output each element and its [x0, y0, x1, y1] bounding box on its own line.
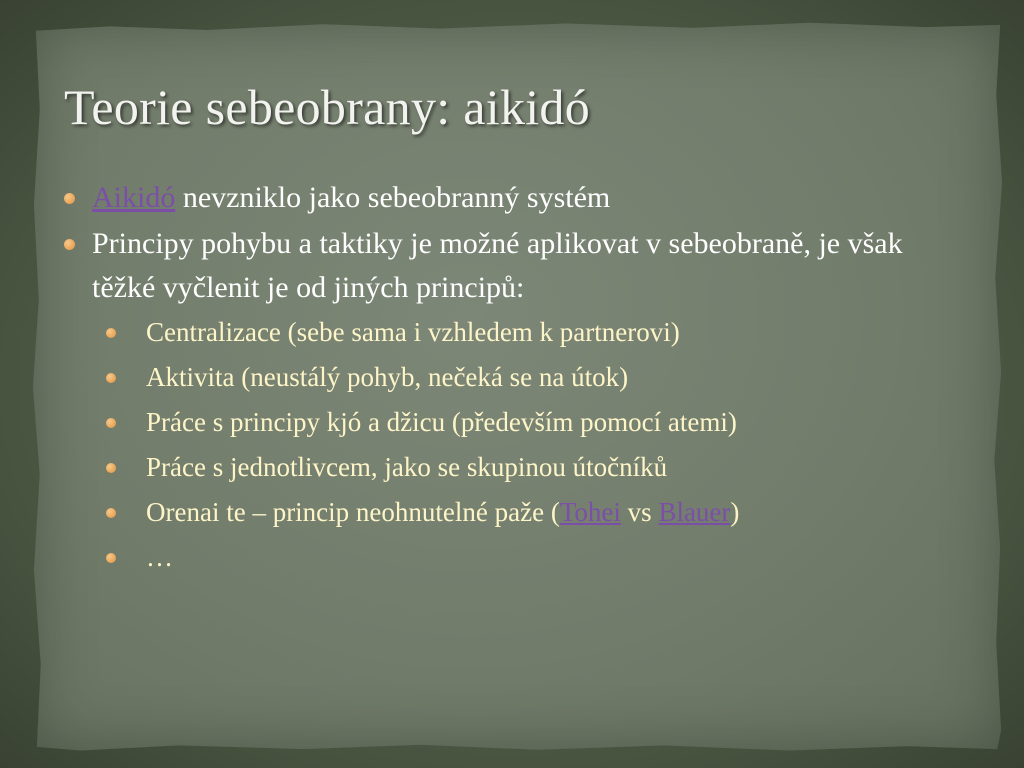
sub-bullet-ellipsis — [106, 535, 944, 580]
bullet-icon — [106, 373, 116, 383]
tohei-link[interactable]: Tohei — [559, 497, 621, 527]
slide-title: Teorie sebeobrany: aikidó — [64, 79, 591, 135]
sub-bullet-orenai-te — [106, 490, 944, 535]
slide-content — [64, 176, 944, 582]
sub-bullet-text: Práce s jednotlivcem, jako se skupinou útočníků — [146, 452, 668, 482]
sub-bullet-skupina — [106, 445, 944, 490]
sub-bullet-text: Práce s principy kjó a džicu (především pomocí atemi) — [146, 407, 737, 437]
bullet-icon — [64, 193, 75, 204]
sub-bullet-text-suffix: ) — [730, 497, 740, 527]
bullet-list — [64, 176, 944, 580]
sub-bullet-text: … — [146, 542, 173, 572]
bullet-text: nevzniklo jako sebeobranný systém — [175, 181, 611, 214]
bullet-icon — [106, 418, 116, 428]
sub-bullet-text: Centralizace (sebe sama i vzhledem k partnerovi) — [146, 317, 680, 347]
sub-bullet-aktivita — [106, 355, 944, 400]
aikido-link[interactable]: Aikidó — [92, 181, 176, 214]
sub-bullet-text-prefix: Orenai te – princip neohnutelné paže ( — [146, 497, 560, 527]
bullet-icon — [106, 463, 116, 473]
bullet-icon — [106, 553, 116, 563]
bullet-text: Principy pohybu a taktiky je možné aplikovat v sebeobraně, je však těžké vyčlenit je od jiných principů: — [92, 227, 903, 304]
blauer-link[interactable]: Blauer — [658, 497, 731, 527]
sub-bullet-text-middle: vs — [620, 497, 659, 527]
sub-bullet-list — [64, 310, 944, 580]
bullet-icon — [106, 328, 116, 338]
bullet-item-principles — [64, 222, 944, 580]
sub-bullet-centralizace — [106, 310, 944, 355]
bullet-item-aikido-origin — [64, 176, 944, 220]
sub-bullet-kjo-dzicu — [106, 400, 944, 445]
bullet-icon — [106, 508, 116, 518]
bullet-icon — [64, 239, 75, 250]
sub-bullet-text: Aktivita (neustálý pohyb, nečeká se na útok) — [146, 362, 629, 392]
